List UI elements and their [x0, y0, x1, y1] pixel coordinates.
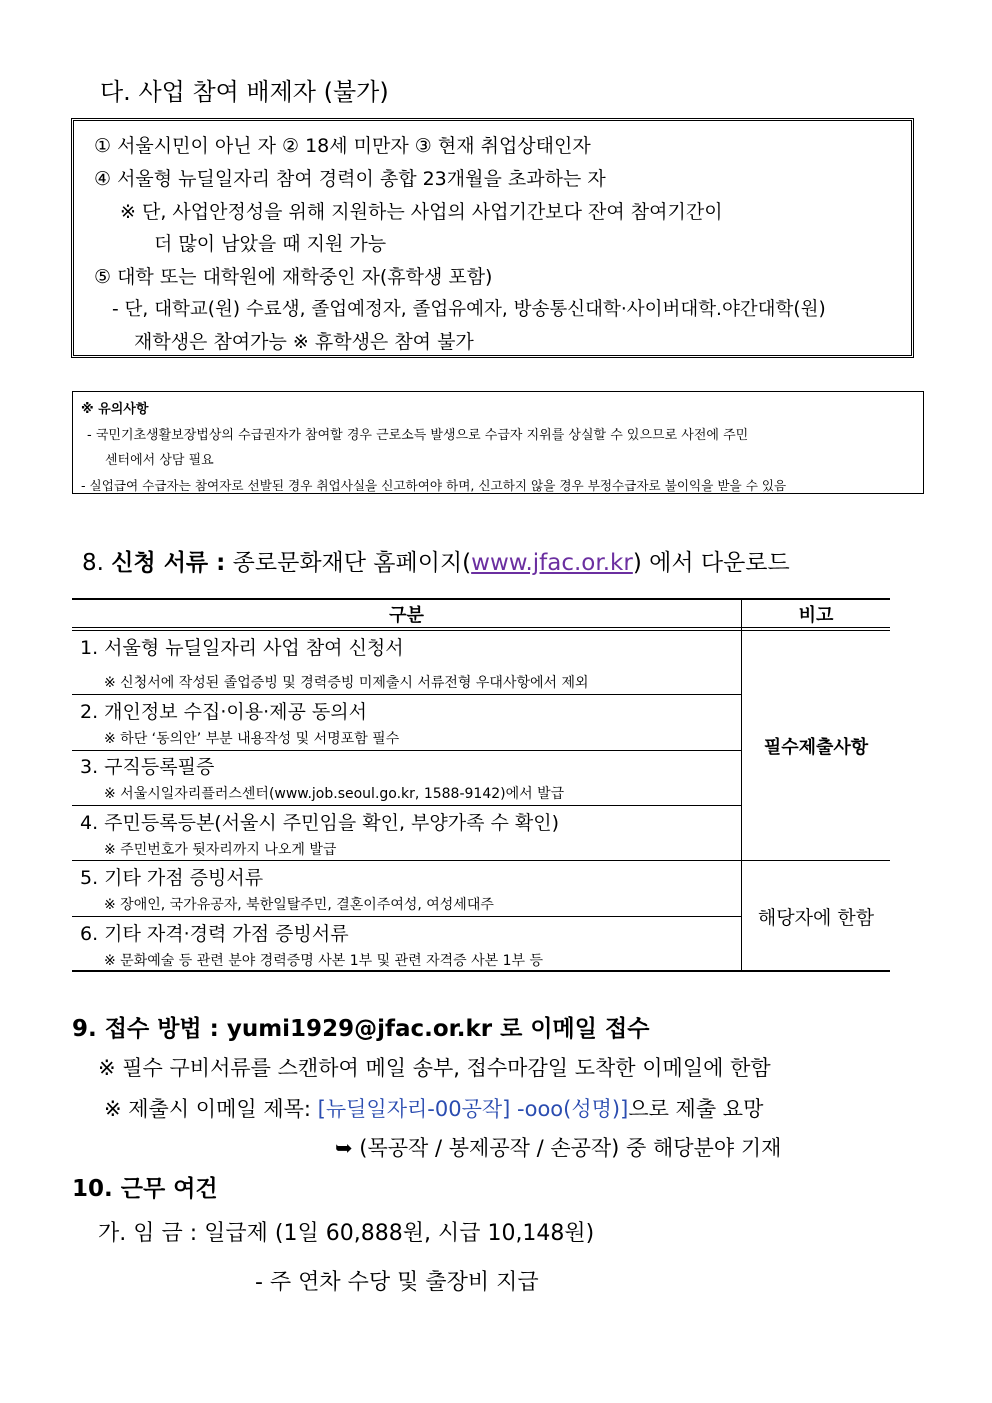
table-header-remarks: 비고 — [798, 605, 834, 626]
table-row-4-note: ※ 주민번호가 뒷자리까지 나오게 발급 — [104, 842, 337, 858]
remark-required: 필수제출사항 — [763, 737, 869, 758]
exclusion-line-5: ⑤ 대학 또는 대학원에 재학중인 자(휴학생 포함) — [94, 266, 493, 288]
section-8-text: 종로문화재단 홈페이지( — [225, 550, 472, 576]
table-row-6-note: ※ 문화예술 등 관련 분야 경력증명 사본 1부 및 관련 자격증 사본 1부 등 — [104, 953, 544, 969]
exclusion-line-3: ※ 단, 사업안정성을 위해 지원하는 사업의 사업기간보다 잔여 참여기간이 — [120, 201, 723, 223]
section-8-heading — [82, 544, 790, 577]
section-8-text-after: ) 에서 다운로드 — [632, 550, 790, 576]
wage-row — [98, 1216, 594, 1247]
notice-line-1: - 국민기초생활보장법상의 수급권자가 참여할 경우 근로소득 발생으로 수급자 지위를 상실할 수 있으므로 사전에 주민 — [87, 428, 749, 443]
table-row-4-title: 4. 주민등록등본(서울시 주민임을 확인, 부양가족 수 확인) — [80, 812, 560, 834]
table-row-2-note: ※ 하단 ‘동의안’ 부분 내용작성 및 서명포함 필수 — [104, 731, 400, 747]
section-9-line-2 — [104, 1093, 763, 1123]
notice-line-3: - 실업급여 수급자는 참여자로 선발된 경우 취업사실을 신고하여야 하며, 신고하지 않을 경우 부정수급자로 불이익을 받을 수 있음 — [81, 478, 787, 493]
table-row-2-title: 2. 개인정보 수집·이용·제공 동의서 — [80, 701, 367, 723]
table-row-6-title: 6. 기타 자격·경력 가점 증빙서류 — [80, 923, 349, 945]
table-row-5-title: 5. 기타 가점 증빙서류 — [80, 867, 264, 889]
exclusion-line-7: 재학생은 참여가능 ※ 휴학생은 참여 불가 — [134, 331, 474, 353]
exclusion-box — [71, 118, 914, 358]
documents-table — [72, 598, 890, 972]
jfac-homepage-link[interactable]: www.jfac.or.kr — [471, 550, 633, 576]
section-8-number: 8. — [82, 550, 104, 576]
email-subject-format: [뉴딜일자리-00공작] -ooo(성명)] — [317, 1097, 629, 1121]
wage-label: 가. 임 금 : — [98, 1221, 198, 1246]
remark-if-applicable: 해당자에 한함 — [757, 907, 875, 929]
notice-line-2: 센터에서 상담 필요 — [105, 453, 214, 468]
table-row-1-note: ※ 신청서에 작성된 졸업증빙 및 경력증빙 미제출시 서류전형 우대사항에서 제외 — [104, 675, 589, 691]
notice-box — [72, 391, 924, 494]
exclusion-line-4: 더 많이 남았을 때 지원 가능 — [154, 233, 387, 255]
exclusion-line-6: - 단, 대학교(원) 수료생, 졸업예정자, 졸업유예자, 방송통신대학·사이버대학.야간대학(원) — [112, 299, 826, 320]
exclusion-line-1: ① 서울시민이 아닌 자 ② 18세 미만자 ③ 현재 취업상태인자 — [94, 135, 591, 157]
table-header-category: 구분 — [389, 605, 424, 626]
table-row-3-note: ※ 서울시일자리플러스센터(www.job.seoul.go.kr, 1588-9142)에서 발급 — [104, 786, 565, 802]
email-subject-suffix: 으로 제출 요망 — [628, 1097, 764, 1121]
table-row-5-note: ※ 장애인, 국가유공자, 북한일탈주민, 결혼이주여성, 여성세대주 — [104, 897, 494, 913]
table-row-1-title: 1. 서울형 뉴딜일자리 사업 참여 신청서 — [80, 637, 404, 659]
email-subject-label: ※ 제출시 이메일 제목: — [104, 1097, 318, 1121]
section-9-line-1: ※ 필수 구비서류를 스캔하여 메일 송부, 접수마감일 도착한 이메일에 한함 — [98, 1056, 771, 1080]
section-9-heading: 9. 접수 방법 : yumi1929@jfac.or.kr 로 이메일 접수 — [72, 1016, 650, 1042]
wage-value: 일급제 (1일 60,888원, 시급 10,148원) — [204, 1221, 595, 1246]
section-8-label: 신청 서류 : — [111, 550, 226, 576]
section-da-title: 다. 사업 참여 배제자 (불가) — [100, 78, 389, 106]
table-row-3-title: 3. 구직등록필증 — [80, 756, 215, 778]
exclusion-line-2: ④ 서울형 뉴딜일자리 참여 경력이 총합 23개월을 초과하는 자 — [94, 168, 606, 190]
wage-sub-note: - 주 연차 수당 및 출장비 지급 — [255, 1270, 539, 1295]
notice-title: ※ 유의사항 — [81, 402, 149, 417]
section-9-line-3: ➥ (목공작 / 봉제공작 / 손공작) 중 해당분야 기재 — [335, 1136, 782, 1160]
section-10-heading: 10. 근무 여건 — [72, 1176, 218, 1202]
